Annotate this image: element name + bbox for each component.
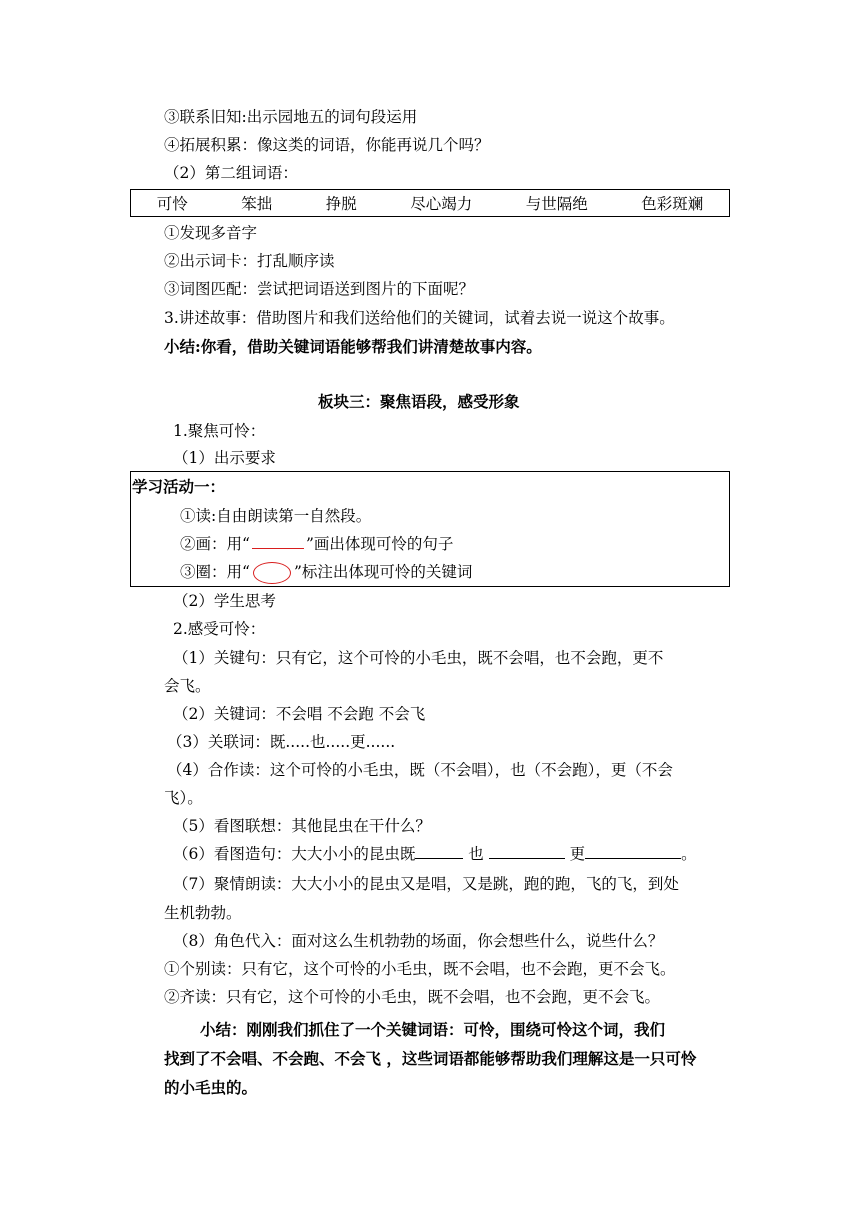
text-line: （1）关键句：只有它，这个可怜的小毛虫，既不会唱，也不会跑，更不	[173, 649, 664, 667]
word-cell: 可怜	[156, 195, 188, 213]
text-line: ③词图匹配：尝试把词语送到图片的下面呢？	[164, 280, 475, 298]
text-line: （2）第二组词语：	[164, 164, 298, 182]
summary-text: 小结：刚刚我们抓住了一个关键词语：可怜，围绕可怜这个词，我们	[200, 1020, 666, 1039]
text-segment: ”画出体现可怜的句子	[305, 535, 454, 553]
fill-blank	[489, 844, 565, 859]
fill-blank	[585, 844, 681, 859]
text-line: （5）看图联想：其他昆虫在干什么？	[173, 817, 431, 835]
text-segment: 。	[681, 845, 697, 863]
text-line: ①读:自由朗读第一自然段。	[180, 507, 372, 525]
text-line: 2.感受可怜：	[173, 620, 266, 638]
text-line: （2）学生思考	[173, 592, 276, 610]
text-line: ①发现多音字	[164, 224, 258, 242]
text-line: 1.聚焦可怜：	[173, 422, 266, 440]
text-line: ③联系旧知:出示园地五的词句段运用	[164, 108, 418, 126]
text-line: 3.讲述故事：借助图片和我们送给他们的关键词，试着去说一说这个故事。	[164, 309, 675, 327]
text-line: （3）关联词：既.....也.....更......	[167, 733, 396, 751]
red-circle-mark	[253, 562, 291, 584]
summary-text: 找到了不会唱、不会跑、不会飞 ，这些词语都能够帮助我们理解这是一只可怜	[164, 1049, 697, 1068]
text-line: 会飞。	[164, 677, 211, 695]
text-segment: ③圈：用“	[180, 563, 250, 581]
text-line: 飞）。	[164, 789, 203, 807]
text-line: （1）出示要求	[173, 449, 276, 467]
red-underline-mark	[252, 534, 304, 549]
text-line	[180, 561, 472, 584]
text-line: ④拓展积累：像这类的词语，你能再说几个吗？	[164, 136, 490, 154]
word-row	[130, 189, 730, 217]
text-line: （4）合作读：这个可怜的小毛虫，既（不会唱），也（不会跑），更（不会	[167, 761, 673, 779]
text-segment: ②画：用“	[180, 535, 250, 553]
text-line	[180, 533, 453, 555]
text-segment: 更	[564, 845, 586, 863]
text-line: ①个别读：只有它，这个可怜的小毛虫，既不会唱，也不会跑，更不会飞。	[164, 960, 676, 978]
activity-title: 学习活动一：	[132, 477, 226, 496]
text-segment: ”标注出体现可怜的关键词	[293, 563, 473, 581]
section-title: 板块三：聚焦语段，感受形象	[318, 392, 520, 411]
word-cell: 笨拙	[241, 195, 273, 213]
word-cell: 挣脱	[325, 195, 357, 213]
summary-text: 小结:你看，借助关键词语能够帮我们讲清楚故事内容。	[164, 337, 542, 356]
word-cell: 色彩斑斓	[641, 195, 704, 213]
fill-blank	[415, 844, 463, 859]
text-line	[173, 843, 697, 865]
text-line: 生机勃勃。	[164, 904, 242, 922]
text-segment: 也	[463, 845, 489, 863]
word-cell: 尽心竭力	[410, 195, 473, 213]
text-segment: （6）看图造句：大大小小的昆虫既	[173, 845, 416, 863]
text-line: ②出示词卡：打乱顺序读	[164, 252, 335, 270]
text-line: ②齐读：只有它，这个可怜的小毛虫，既不会唱，也不会跑，更不会飞。	[164, 988, 661, 1006]
word-cell: 与世隔绝	[525, 195, 588, 213]
text-line: （8）角色代入：面对这么生机勃勃的场面，你会想些什么，说些什么？	[173, 932, 664, 950]
summary-text: 的小毛虫的。	[164, 1078, 258, 1097]
text-line: （2）关键词：不会唱 不会跑 不会飞	[173, 705, 426, 723]
text-line: （7）聚情朗读：大大小小的昆虫又是唱，又是跳，跑的跑，飞的飞，到处	[173, 875, 679, 893]
